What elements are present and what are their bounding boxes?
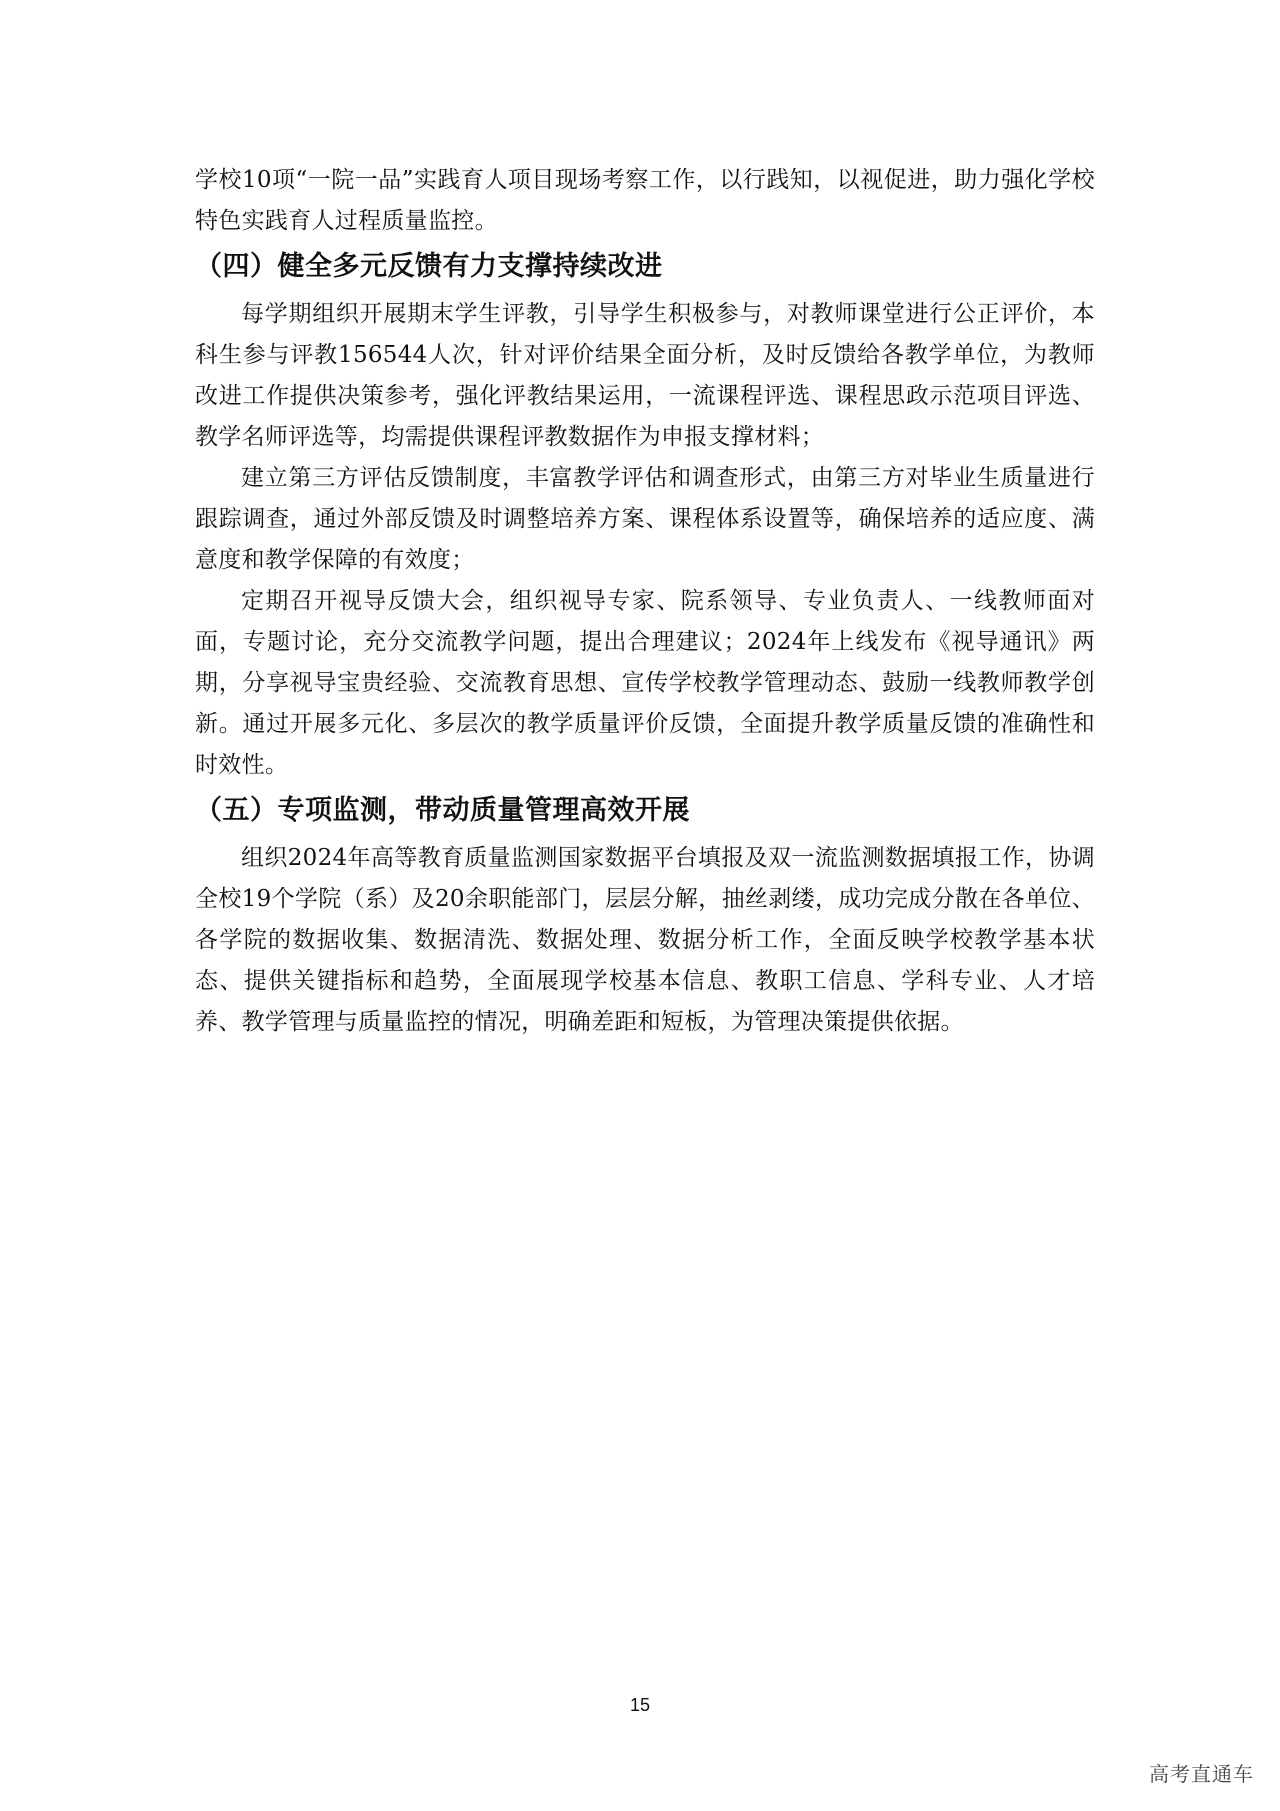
section-4-heading: （四）健全多元反馈有力支撑持续改进: [195, 251, 663, 282]
watermark-text: 高考直通车: [1149, 1762, 1254, 1786]
intro-paragraph: 学校10项“一院一品”实践育人项目现场考察工作，以行践知，以视促进，助力强化学校特色实践育人过程质量监控。: [195, 167, 1095, 234]
section-4-paragraph-3: 定期召开视导反馈大会，组织视导专家、院系领导、专业负责人、一线教师面对面，专题讨论，充分交流教学问题，提出合理建议；2024年上线发布《视导通讯》两期，分享视导宝贵经验、交流教育思想、宣传学校教学管理动态、鼓励一线教师教学创新。通过开展多元化、多层次的教学质量评价反馈，全面提升教学质量反馈的准确性和时效性。: [195, 588, 1095, 778]
section-4-paragraph-2: 建立第三方评估反馈制度，丰富教学评估和调查形式，由第三方对毕业生质量进行跟踪调查，通过外部反馈及时调整培养方案、课程体系设置等，确保培养的适应度、满意度和教学保障的有效度；: [195, 465, 1095, 573]
section-4-paragraph-1: 每学期组织开展期末学生评教，引导学生积极参与，对教师课堂进行公正评价，本科生参与评教156544人次，针对评价结果全面分析，及时反馈给各教学单位，为教师改进工作提供决策参考，强化评教结果运用，一流课程评选、课程思政示范项目评选、教学名师评选等，均需提供课程评教数据作为申报支撑材料；: [195, 301, 1095, 450]
page-number: 15: [629, 1695, 651, 1715]
document-body: [195, 160, 1095, 1043]
section-5-heading: （五）专项监测，带动质量管理高效开展: [195, 795, 690, 826]
section-5-paragraph-1: 组织2024年高等教育质量监测国家数据平台填报及双一流监测数据填报工作，协调全校19个学院（系）及20余职能部门，层层分解，抽丝剥缕，成功完成分散在各单位、各学院的数据收集、数据清洗、数据处理、数据分析工作，全面反映学校教学基本状态、提供关键指标和趋势，全面展现学校基本信息、教职工信息、学科专业、人才培养、教学管理与质量监控的情况，明确差距和短板，为管理决策提供依据。: [195, 845, 1095, 1035]
